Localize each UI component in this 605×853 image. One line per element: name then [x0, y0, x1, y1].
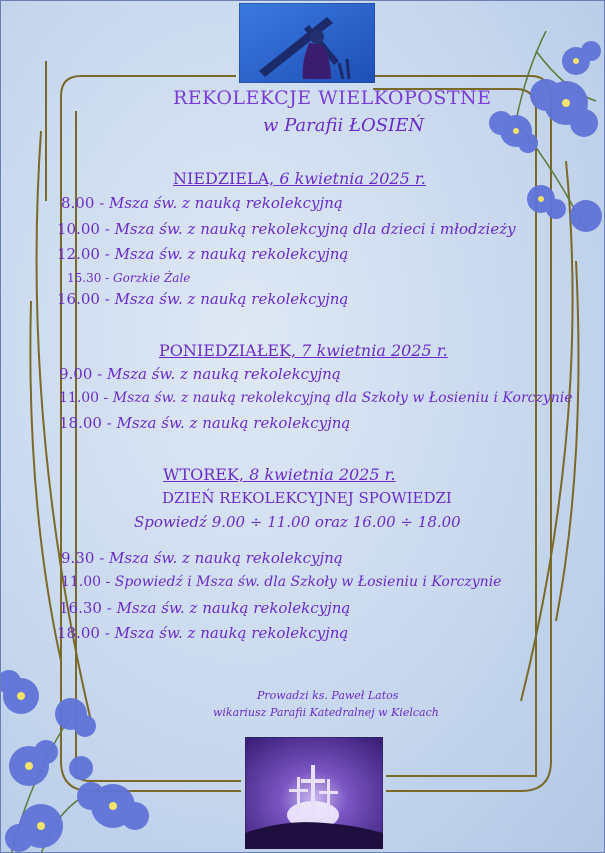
day-heading-monday [159, 341, 448, 360]
item-text: - Spowiedź i Msza św. dla Szkoły w Łosieniu i Korczynie [105, 574, 502, 590]
schedule-item [59, 390, 573, 406]
item-time: 9.30 [61, 549, 95, 567]
item-text: - Msza św. z nauką rekolekcyjną [106, 414, 351, 432]
schedule-item [57, 220, 516, 238]
item-time: 8.00 [61, 194, 95, 212]
schedule-item [59, 365, 341, 383]
poster-title: REKOLEKCJE WIELKOPOSTNE [173, 87, 492, 109]
footer-role: wikariusz Parafii Katedralnej w Kielcach [213, 706, 439, 719]
schedule-item [61, 549, 343, 567]
schedule-item [67, 271, 190, 285]
item-time: 10.00 [57, 220, 100, 238]
jesus-carrying-cross-image [239, 3, 375, 83]
schedule-item [59, 414, 350, 432]
day-heading-sunday [173, 169, 426, 188]
day-name: NIEDZIELA, [173, 169, 275, 188]
item-time: 11.00 [59, 390, 100, 406]
item-time: 16.30 [59, 599, 102, 617]
schedule-item [61, 574, 501, 590]
item-text: - Msza św. z nauką rekolekcyjną [104, 624, 349, 642]
calvary-crosses-image [245, 737, 383, 849]
item-text: - Msza św. z nauką rekolekcyjną [104, 245, 349, 263]
day-heading-tuesday [163, 465, 396, 484]
item-text: - Msza św. z nauką rekolekcyjną dla Szkoły w Łosieniu i Korczynie [103, 390, 573, 406]
schedule-item [57, 624, 348, 642]
schedule-item [57, 290, 348, 308]
footer-leader: Prowadzi ks. Paweł Latos [257, 689, 399, 702]
schedule-item [59, 599, 350, 617]
item-time: 12.00 [57, 245, 100, 263]
item-time: 16.00 [57, 290, 100, 308]
day-date: 8 kwietnia 2025 r. [249, 465, 396, 484]
schedule-item [61, 194, 343, 212]
flower-decoration-bottom-left [1, 656, 166, 853]
item-text: - Msza św. z nauką rekolekcyjną [104, 290, 349, 308]
confession-day-subheading: DZIEŃ REKOLEKCYJNEJ SPOWIEDZI [162, 489, 452, 507]
item-text: - Msza św. z nauką rekolekcyjną [99, 549, 343, 567]
confession-hours: Spowiedź 9.00 ÷ 11.00 oraz 16.00 ÷ 18.00 [134, 513, 461, 531]
item-time: 15.30 [67, 271, 102, 285]
poster-subtitle: w Parafii ŁOSIEŃ [263, 115, 425, 136]
item-time: 11.00 [61, 574, 102, 590]
item-text: - Gorzkie Żale [105, 271, 191, 285]
flower-decoration-top-right [456, 31, 605, 251]
day-name: WTOREK, [163, 465, 244, 484]
day-date: 6 kwietnia 2025 r. [279, 169, 426, 188]
day-name: PONIEDZIAŁEK, [159, 341, 297, 360]
item-text: - Msza św. z nauką rekolekcyjną dla dzieci i młodzieży [104, 220, 516, 238]
item-time: 9.00 [59, 365, 93, 383]
item-time: 18.00 [59, 414, 102, 432]
schedule-item [57, 245, 348, 263]
item-time: 18.00 [57, 624, 100, 642]
item-text: - Msza św. z nauką rekolekcyjną [99, 194, 343, 212]
item-text: - Msza św. z nauką rekolekcyjną [106, 599, 351, 617]
day-date: 7 kwietnia 2025 r. [301, 341, 448, 360]
item-text: - Msza św. z nauką rekolekcyjną [97, 365, 341, 383]
